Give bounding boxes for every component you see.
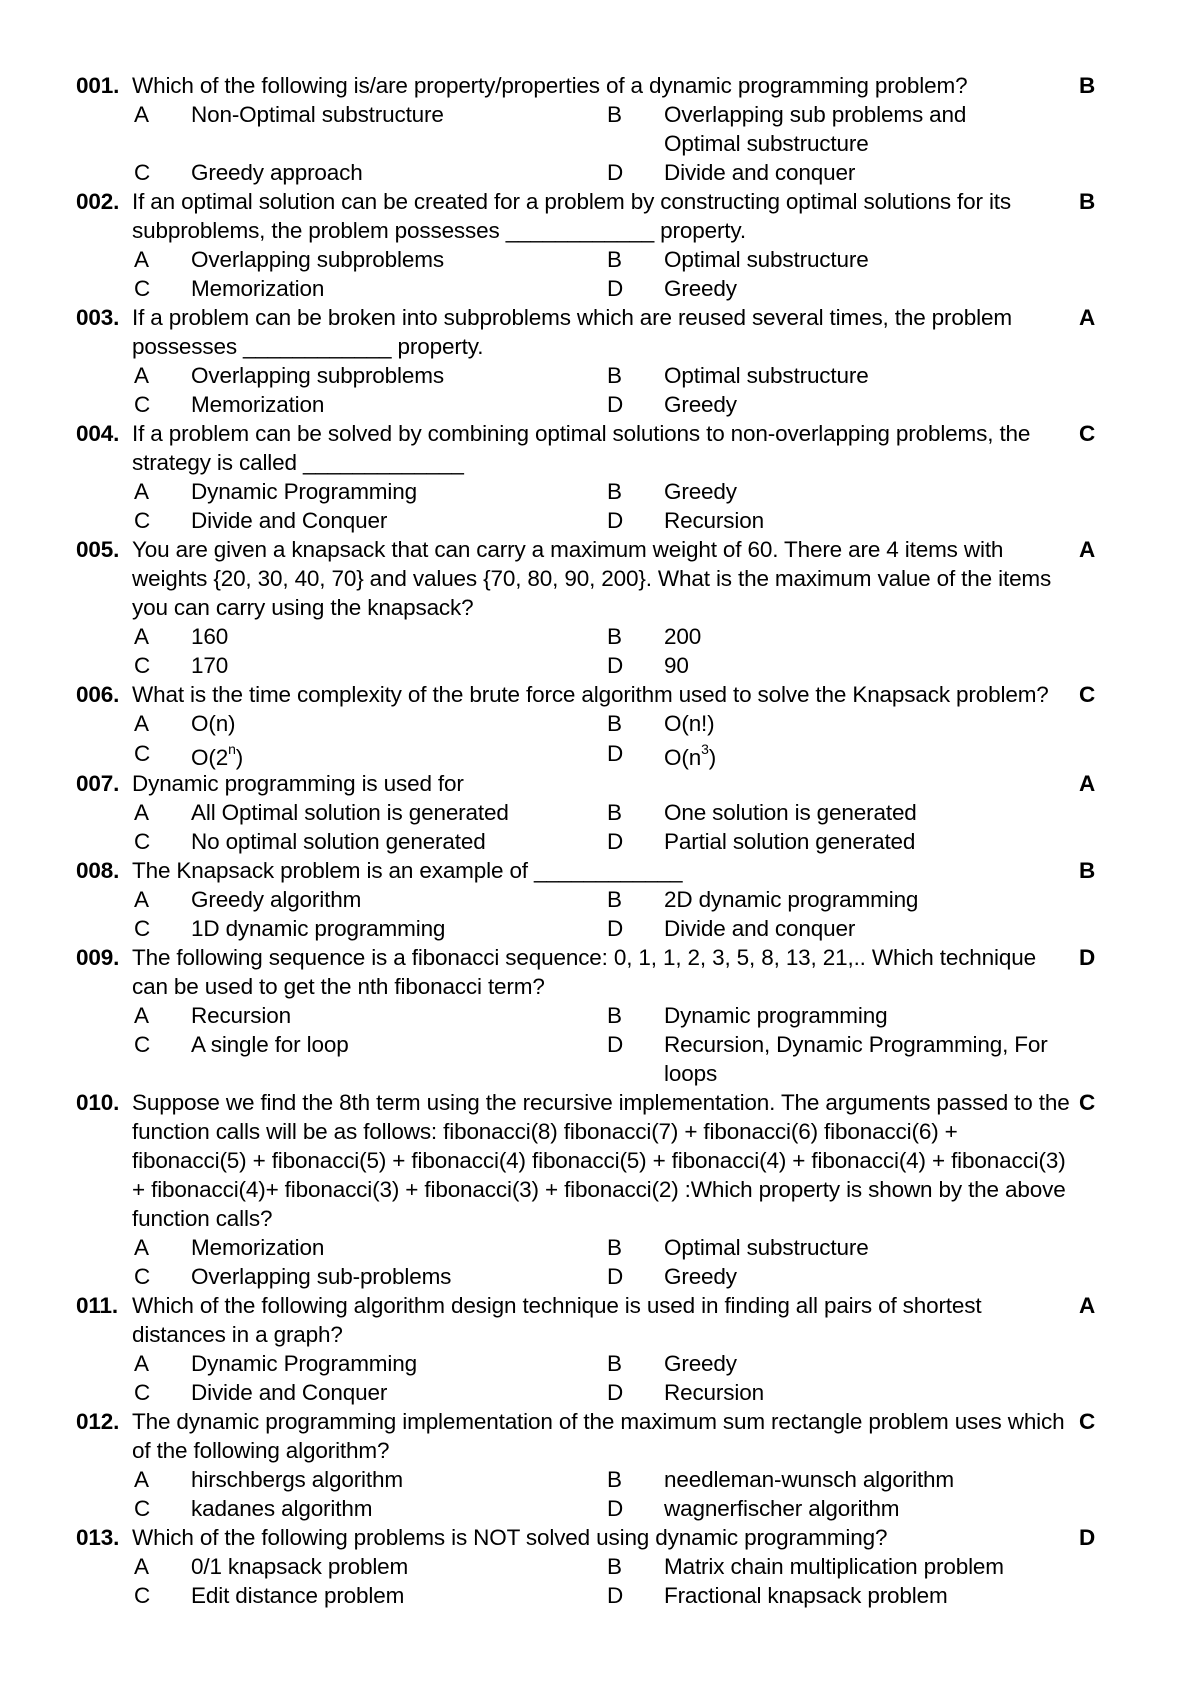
question-stem — [0, 1523, 1096, 1552]
option-b: 2D dynamic programming — [664, 887, 919, 912]
options-row-ab — [0, 477, 1200, 506]
option-letter-d: D — [607, 508, 624, 533]
option-letter-b: B — [607, 800, 622, 825]
options-row-cd — [0, 274, 1200, 303]
option-a: Non-Optimal substructure — [191, 102, 444, 127]
option-c: A single for loop — [191, 1032, 349, 1057]
option-letter-b: B — [607, 102, 622, 127]
option-letter-a: A — [134, 624, 149, 649]
options-row-cd — [0, 651, 1200, 680]
option-d: Greedy — [664, 392, 737, 417]
question-stem — [0, 1088, 1096, 1233]
option-c: Memorization — [191, 276, 325, 301]
option-letter-a: A — [134, 1467, 149, 1492]
option-d: Partial solution generated — [664, 829, 916, 854]
option-a: All Optimal solution is generated — [191, 800, 509, 825]
option-d: 90 — [664, 653, 689, 678]
options-row-ab — [0, 1233, 1200, 1262]
question-text: Which of the following algorithm design technique is used in finding all pairs of shortest distances in a graph? — [132, 1293, 982, 1347]
option-letter-b: B — [607, 1467, 622, 1492]
options-row-ab — [0, 885, 1200, 914]
option-a: O(n) — [191, 711, 236, 736]
answer-key: A — [1079, 305, 1096, 330]
option-letter-d: D — [607, 392, 624, 417]
option-c-base: O(2 — [191, 745, 229, 770]
option-a: 160 — [191, 624, 229, 649]
question-008 — [0, 856, 1200, 943]
question-002 — [0, 187, 1200, 303]
option-c: No optimal solution generated — [191, 829, 486, 854]
option-letter-c: C — [134, 1264, 151, 1289]
option-b: Greedy — [664, 1351, 737, 1376]
question-number: 008. — [76, 858, 120, 883]
option-letter-c: C — [134, 392, 151, 417]
options-row-ab — [0, 622, 1200, 651]
question-number: 013. — [76, 1525, 120, 1550]
option-d: Fractional knapsack problem — [664, 1583, 948, 1608]
answer-key: C — [1079, 421, 1096, 446]
option-d: Divide and conquer — [664, 916, 856, 941]
question-text: The following sequence is a fibonacci sequence: 0, 1, 1, 2, 3, 5, 8, 13, 21,.. Which technique can be used to get the nth fibonacci term? — [132, 945, 1036, 999]
question-number: 003. — [76, 305, 120, 330]
option-letter-c: C — [134, 1583, 151, 1608]
option-d-exponent: 3 — [701, 740, 709, 757]
option-letter-b: B — [607, 624, 622, 649]
options-row-cd — [0, 1030, 1200, 1088]
option-letter-a: A — [134, 887, 149, 912]
question-006 — [0, 680, 1200, 769]
question-text: Suppose we find the 8th term using the recursive implementation. The arguments passed to the function calls will be as follows: fibonacci(8) fibonacci(7) + fibonacci(6) fibonacci(6) + fibonacci(5) + fibonacci(5) + fibonacci(4) fibonacci(5) + fibonacci(4) + fibonacci(4) + fibonacci(3) + fibonacci(4)+ fibonacci(3) + fibonacci(3) + fibonacci(2) :Which property is shown by the above function calls? — [132, 1090, 1070, 1231]
question-012 — [0, 1407, 1200, 1523]
options-row-ab — [0, 1349, 1200, 1378]
options-row-cd — [0, 1581, 1200, 1610]
question-text: Which of the following problems is NOT solved using dynamic programming? — [132, 1525, 888, 1550]
option-a: hirschbergs algorithm — [191, 1467, 403, 1492]
question-number: 012. — [76, 1409, 120, 1434]
option-d-base: O(n — [664, 745, 702, 770]
option-c-close: ) — [235, 745, 244, 770]
option-letter-d: D — [607, 1496, 624, 1521]
question-stem — [0, 769, 1096, 798]
option-b: Optimal substructure — [664, 363, 869, 388]
question-stem — [0, 303, 1096, 361]
option-d: Recursion — [664, 1380, 764, 1405]
option-a: Dynamic Programming — [191, 1351, 417, 1376]
option-letter-c: C — [134, 276, 151, 301]
option-letter-c: C — [134, 1032, 151, 1057]
option-c: Overlapping sub-problems — [191, 1264, 452, 1289]
question-stem — [0, 71, 1096, 100]
question-text: The Knapsack problem is an example of ____________ — [132, 858, 683, 883]
option-a: Recursion — [191, 1003, 291, 1028]
option-c: Memorization — [191, 392, 325, 417]
options-row-cd — [0, 827, 1200, 856]
options-row-ab — [0, 1001, 1200, 1030]
question-stem — [0, 187, 1096, 245]
option-letter-c: C — [134, 916, 151, 941]
question-stem — [0, 856, 1096, 885]
option-d: Recursion, Dynamic Programming, For loops — [664, 1032, 1048, 1086]
options-row-cd — [0, 158, 1200, 187]
answer-key: B — [1079, 189, 1096, 214]
question-text: If a problem can be broken into subproblems which are reused several times, the problem possesses ____________ property. — [132, 305, 1012, 359]
question-011 — [0, 1291, 1200, 1407]
option-letter-b: B — [607, 1003, 622, 1028]
option-c: 1D dynamic programming — [191, 916, 446, 941]
option-b: O(n!) — [664, 711, 715, 736]
answer-key: C — [1079, 1409, 1096, 1434]
option-letter-b: B — [607, 1235, 622, 1260]
question-text: If a problem can be solved by combining optimal solutions to non-overlapping problems, the strategy is called _____________ — [132, 421, 1031, 475]
options-row-cd — [0, 506, 1200, 535]
option-letter-b: B — [607, 887, 622, 912]
option-d: Divide and conquer — [664, 160, 856, 185]
question-001 — [0, 71, 1200, 187]
question-stem — [0, 1291, 1096, 1349]
option-c: Divide and Conquer — [191, 1380, 388, 1405]
answer-key: B — [1079, 73, 1096, 98]
option-letter-a: A — [134, 363, 149, 388]
option-letter-d: D — [607, 276, 624, 301]
option-d: Greedy — [664, 276, 737, 301]
options-row-ab — [0, 1465, 1200, 1494]
question-013 — [0, 1523, 1200, 1610]
option-b: Optimal substructure — [664, 247, 869, 272]
option-a: Dynamic Programming — [191, 479, 417, 504]
question-text: What is the time complexity of the brute force algorithm used to solve the Knapsack problem? — [132, 682, 1049, 707]
question-text: If an optimal solution can be created for a problem by constructing optimal solutions for its subproblems, the problem possesses ____________ property. — [132, 189, 1012, 243]
question-010 — [0, 1088, 1200, 1291]
option-letter-a: A — [134, 1235, 149, 1260]
question-number: 010. — [76, 1090, 120, 1115]
option-letter-d: D — [607, 741, 624, 766]
answer-key: B — [1079, 858, 1096, 883]
option-b: One solution is generated — [664, 800, 917, 825]
question-number: 005. — [76, 537, 120, 562]
option-d-close: ) — [708, 745, 717, 770]
option-a: 0/1 knapsack problem — [191, 1554, 409, 1579]
option-letter-d: D — [607, 1380, 624, 1405]
options-row-cd — [0, 1378, 1200, 1407]
option-letter-a: A — [134, 247, 149, 272]
question-004 — [0, 419, 1200, 535]
option-b: Greedy — [664, 479, 737, 504]
options-row-ab — [0, 245, 1200, 274]
option-d: Greedy — [664, 1264, 737, 1289]
options-row-cd — [0, 390, 1200, 419]
option-letter-b: B — [607, 363, 622, 388]
option-b: 200 — [664, 624, 702, 649]
option-letter-c: C — [134, 829, 151, 854]
option-c: Edit distance problem — [191, 1583, 405, 1608]
option-d: Recursion — [664, 508, 764, 533]
answer-key: C — [1079, 682, 1096, 707]
answer-key: A — [1079, 537, 1096, 562]
question-007 — [0, 769, 1200, 856]
option-letter-b: B — [607, 1351, 622, 1376]
option-letter-a: A — [134, 711, 149, 736]
question-stem — [0, 535, 1096, 622]
question-005 — [0, 535, 1200, 680]
option-d: wagnerfischer algorithm — [664, 1496, 900, 1521]
question-003 — [0, 303, 1200, 419]
options-row-cd — [0, 1494, 1200, 1523]
option-letter-d: D — [607, 916, 624, 941]
question-text: Which of the following is/are property/properties of a dynamic programming problem? — [132, 73, 968, 98]
option-b: Overlapping sub problems and Optimal substructure — [664, 102, 967, 156]
answer-key: A — [1079, 1293, 1096, 1318]
option-a: Overlapping subproblems — [191, 363, 444, 388]
option-b: Matrix chain multiplication problem — [664, 1554, 1004, 1579]
option-letter-c: C — [134, 1496, 151, 1521]
options-row-cd — [0, 738, 1200, 769]
question-stem — [0, 419, 1096, 477]
option-letter-d: D — [607, 1264, 624, 1289]
options-row-cd — [0, 914, 1200, 943]
options-row-ab — [0, 798, 1200, 827]
question-number: 002. — [76, 189, 120, 214]
answer-key: A — [1079, 771, 1096, 796]
option-c: Greedy approach — [191, 160, 363, 185]
question-stem — [0, 943, 1096, 1001]
option-letter-c: C — [134, 653, 151, 678]
option-letter-b: B — [607, 247, 622, 272]
question-text: The dynamic programming implementation of the maximum sum rectangle problem uses which of the following algorithm? — [132, 1409, 1065, 1463]
question-number: 007. — [76, 771, 120, 796]
option-letter-a: A — [134, 1351, 149, 1376]
options-row-ab — [0, 361, 1200, 390]
options-row-cd — [0, 1262, 1200, 1291]
option-letter-c: C — [134, 160, 151, 185]
option-a: Memorization — [191, 1235, 325, 1260]
option-c: kadanes algorithm — [191, 1496, 373, 1521]
options-row-b-overlay — [0, 100, 1200, 158]
option-letter-c: C — [134, 741, 151, 766]
question-stem — [0, 680, 1096, 709]
option-letter-b: B — [607, 479, 622, 504]
option-c-exponent: n — [228, 740, 236, 757]
option-letter-a: A — [134, 1003, 149, 1028]
question-number: 001. — [76, 73, 120, 98]
option-b: needleman-wunsch algorithm — [664, 1467, 955, 1492]
options-row-ab — [0, 1552, 1200, 1581]
question-stem — [0, 1407, 1096, 1465]
question-text: You are given a knapsack that can carry a maximum weight of 60. There are 4 items with weights {20, 30, 40, 70} and values {70, 80, 90, 200}. What is the maximum value of the items you can carry using the knapsack? — [132, 537, 1052, 620]
option-letter-a: A — [134, 800, 149, 825]
option-letter-b: B — [607, 1554, 622, 1579]
option-letter-d: D — [607, 829, 624, 854]
answer-key: D — [1079, 1525, 1096, 1550]
option-letter-d: D — [607, 160, 624, 185]
question-number: 011. — [76, 1293, 118, 1318]
option-letter-a: A — [134, 102, 149, 127]
answer-key: D — [1079, 945, 1096, 970]
question-009 — [0, 943, 1200, 1088]
option-letter-a: A — [134, 479, 149, 504]
option-letter-a: A — [134, 1554, 149, 1579]
option-letter-d: D — [607, 1032, 624, 1057]
option-c: 170 — [191, 653, 229, 678]
option-letter-b: B — [607, 711, 622, 736]
option-a: Greedy algorithm — [191, 887, 362, 912]
question-text: Dynamic programming is used for — [132, 771, 464, 796]
option-letter-d: D — [607, 653, 624, 678]
option-letter-c: C — [134, 1380, 151, 1405]
options-row-ab — [0, 709, 1200, 738]
option-b: Optimal substructure — [664, 1235, 869, 1260]
option-a: Overlapping subproblems — [191, 247, 444, 272]
question-number: 006. — [76, 682, 120, 707]
option-letter-d: D — [607, 1583, 624, 1608]
question-number: 009. — [76, 945, 120, 970]
option-b: Dynamic programming — [664, 1003, 888, 1028]
answer-key: C — [1079, 1090, 1096, 1115]
option-c: Divide and Conquer — [191, 508, 388, 533]
question-number: 004. — [76, 421, 120, 446]
option-letter-c: C — [134, 508, 151, 533]
